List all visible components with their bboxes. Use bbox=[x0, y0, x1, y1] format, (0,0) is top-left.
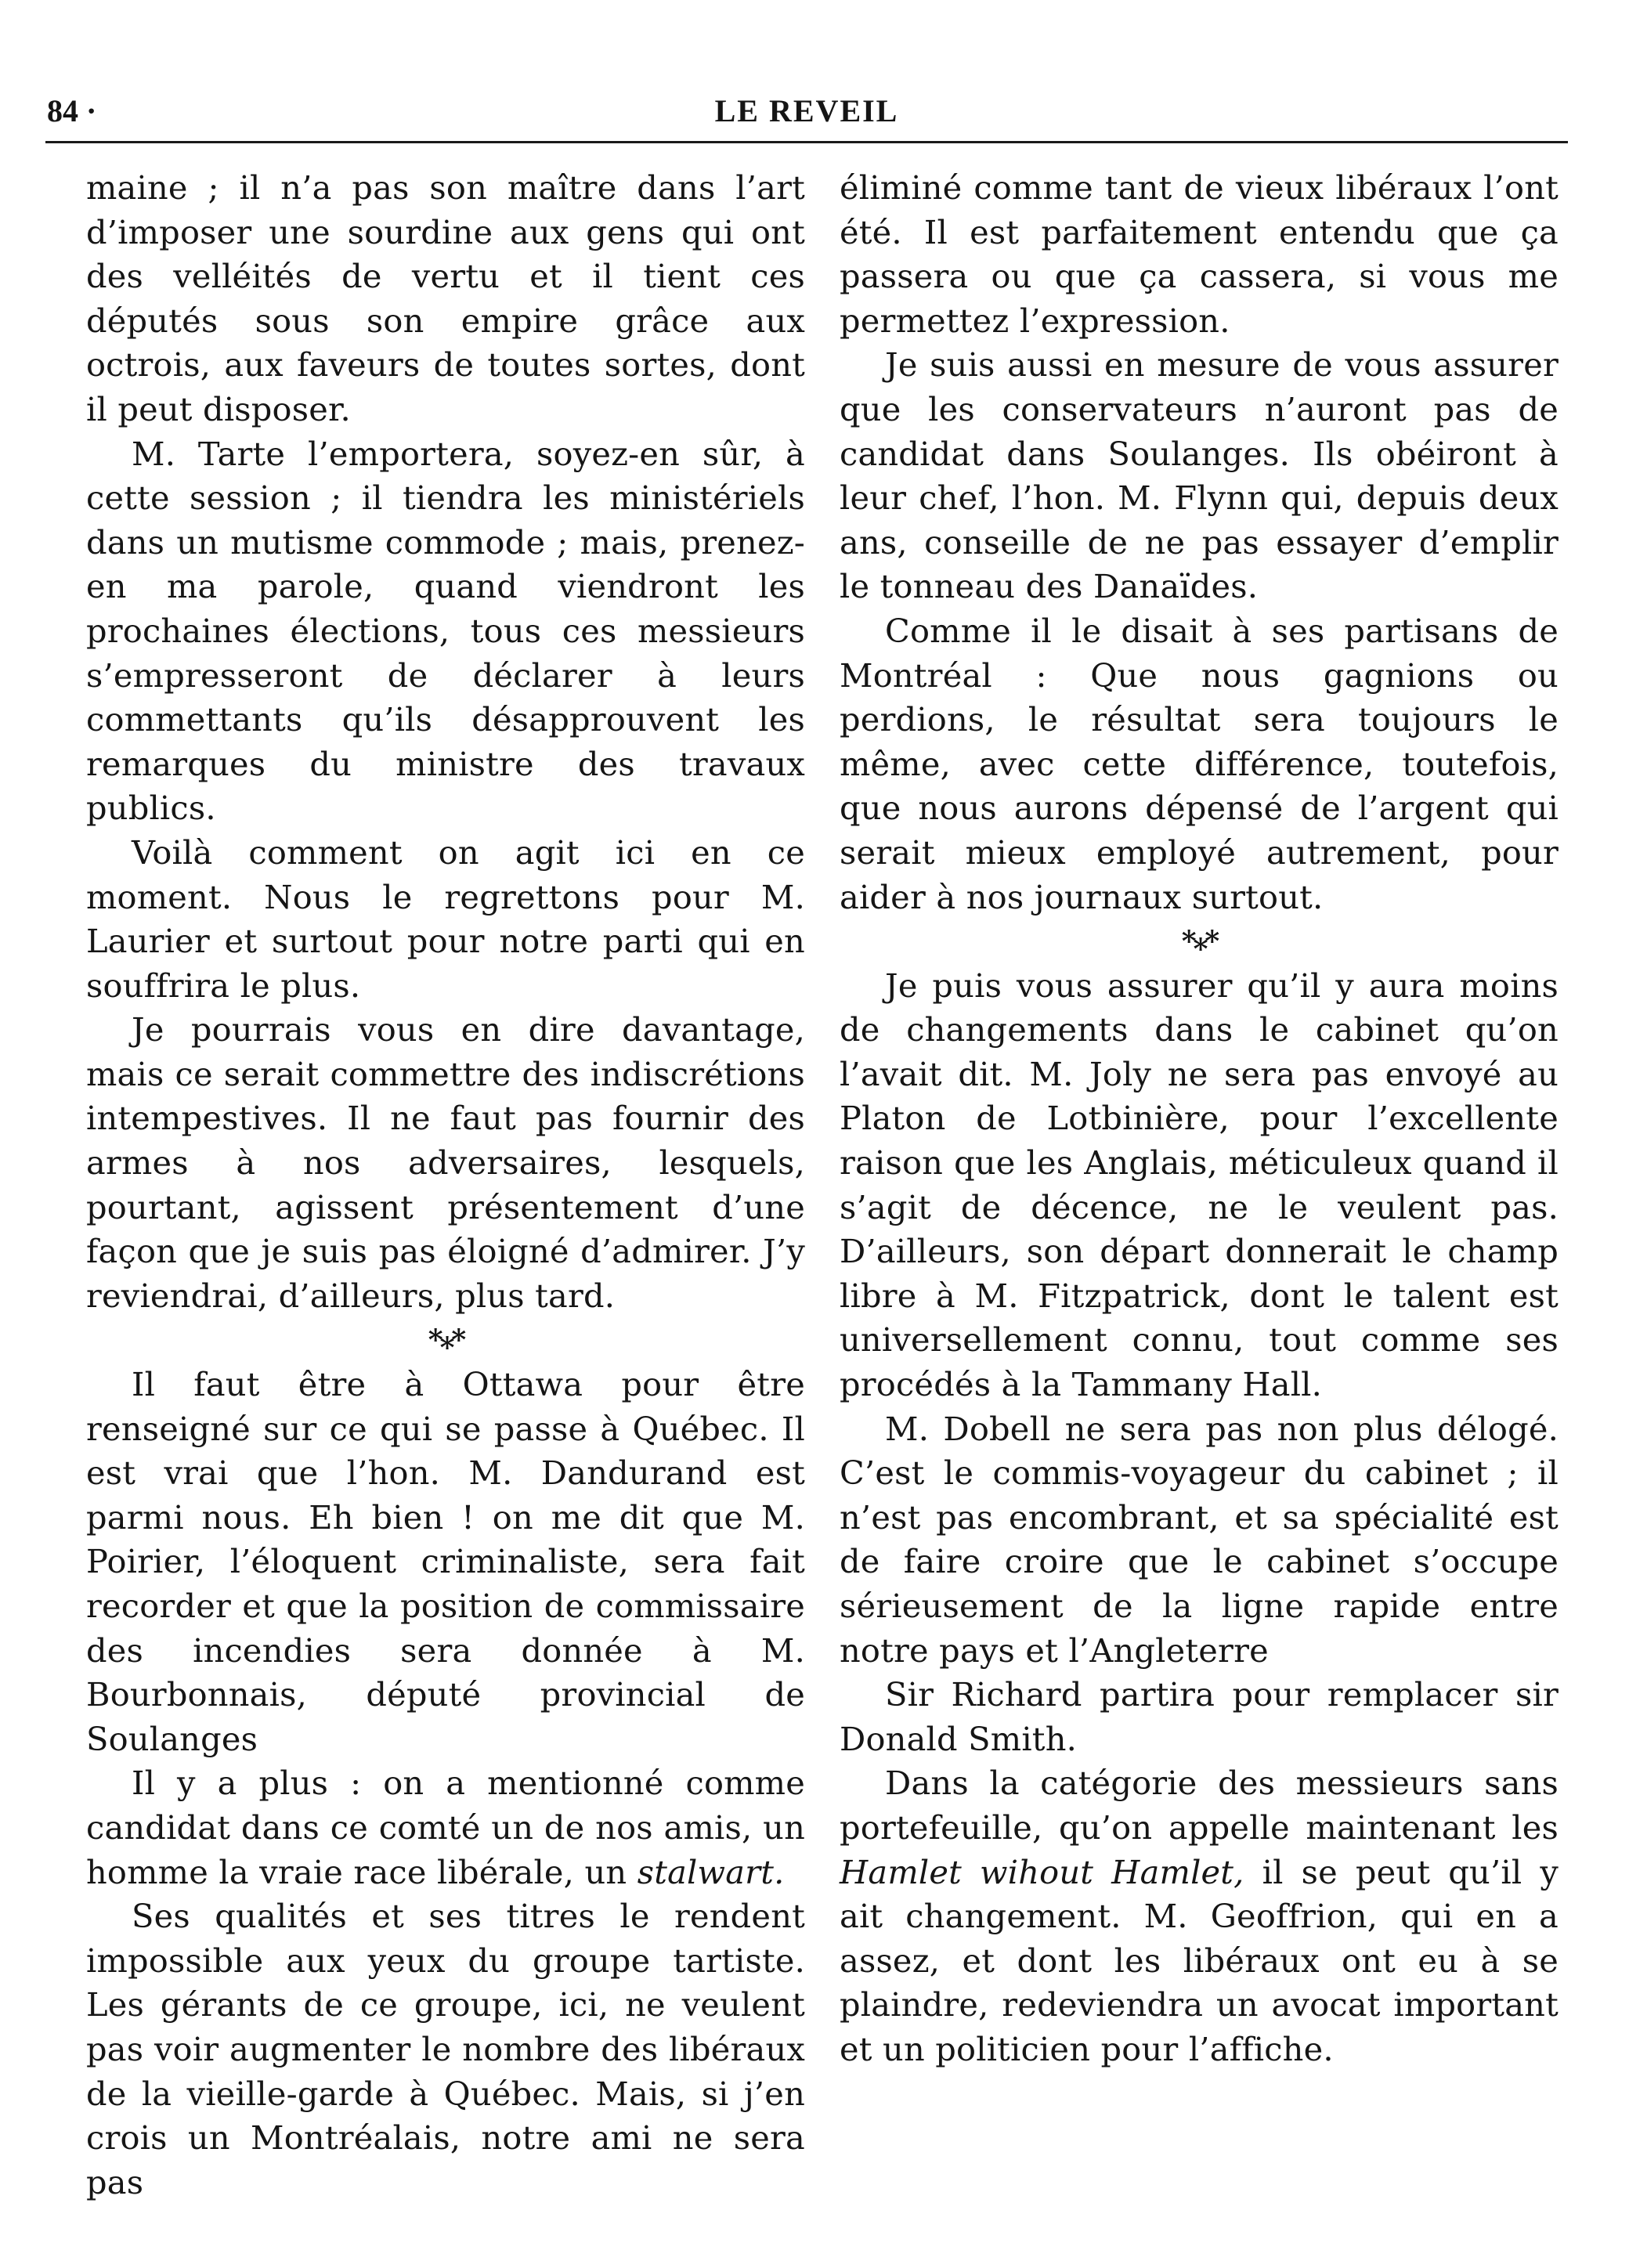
paragraph-text: il se peut qu’il y ait changement. M. Geoffrion, qui en a assez, et dont les libéraux ont eu à se plaindre, redeviendra un avocat important et un politicien pour l’affiche. bbox=[840, 1852, 1559, 2068]
header-rule bbox=[45, 141, 1568, 143]
paragraph: Je suis aussi en mesure de vous assurer que les conservateurs n’auront pas de candidat dans Soulanges. Ils obéiront à leur chef, l’hon. M. Flynn qui, depuis deux ans, conseille de ne pas essayer d’emplir le tonneau des Danaïdes. bbox=[840, 345, 1559, 606]
paragraph: maine ; il n’a pas son maître dans l’art d’imposer une sourdine aux gens qui ont des velléités de vertu et il tient ces députés sous son empire grâce aux octrois, aux faveurs de toutes sortes, dont il peut disposer. bbox=[86, 168, 805, 428]
paragraph: M. Dobell ne sera pas non plus délogé. C’est le commis-voyageur du cabinet ; il n’est pas encombrant, et sa spécialité est de faire croire que le cabinet s’occupe sérieusement de la ligne rapide entre notre pays et l’Angleterre bbox=[840, 1409, 1559, 1670]
page-header bbox=[47, 92, 1566, 135]
asterism-separator: *⁎* bbox=[1181, 925, 1217, 959]
paragraph: M. Tarte l’emportera, soyez-en sûr, à cette session ; il tiendra les ministériels dans un mutisme commode ; mais, prenez-en ma parole, quand viendront les prochaines élections, tous ces messieurs s’empresseront de déclarer à leurs commettants qu’ils désapprouvent les remarques du ministre des travaux publics. bbox=[86, 434, 805, 828]
paragraph-text: Il y a plus : on a mentionné comme candidat dans ce comté un de nos amis, un homme la vraie race libérale, un bbox=[86, 1764, 805, 1891]
paragraph bbox=[86, 1761, 805, 1894]
paragraph: Sir Richard partira pour remplacer sir Donald Smith. bbox=[840, 1675, 1559, 1758]
paragraph: Ses qualités et ses titres le rendent impossible aux yeux du groupe tartiste. Les gérants de ce groupe, ici, ne veulent pas voir augmenter le nombre des libéraux de la vieille-garde à Québec. Mais, si j’en crois un Montréalais, notre ami ne sera pas bbox=[86, 1897, 805, 2201]
paragraph: Voilà comment on agit ici en ce moment. Nous le regrettons pour M. Laurier et surtout pour notre parti qui en souffrira le plus. bbox=[86, 832, 805, 1005]
italic-term: stalwart. bbox=[637, 1852, 785, 1891]
italic-term: Hamlet wihout Hamlet, bbox=[840, 1852, 1244, 1891]
paragraph: Je puis vous assurer qu’il y aura moins de changements dans le cabinet qu’on l’avait dit. M. Joly ne sera pas envoyé au Platon de Lotbinière, pour l’excellente raison que les Anglais, méticuleux quand il s’agit de décence, ne le veulent pas. D’ailleurs, son départ donnerait le champ libre à M. Fitzpatrick, dont le talent est universellement connu, tout comme ses procédés à la Tammany Hall. bbox=[840, 966, 1559, 1404]
paragraph: Il faut être à Ottawa pour être renseigné sur ce qui se passe à Québec. Il est vrai que l’hon. M. Dandurand est parmi nous. Eh bien ! on me dit que M. Poirier, l’éloquent criminaliste, sera fait recorder et que la position de commissaire des incendies sera donnée à M. Bourbonnais, député provincial de Soulanges bbox=[86, 1365, 805, 1758]
paragraph: éliminé comme tant de vieux libéraux l’ont été. Il est parfaitement entendu que ça passera ou que ça cassera, si vous me permettez l’expression. bbox=[840, 168, 1559, 340]
page-number: 84 · bbox=[47, 93, 97, 128]
asterism-separator: *⁎* bbox=[428, 1324, 464, 1357]
paragraph-text: Dans la catégorie des messieurs sans portefeuille, qu’on appelle maintenant les bbox=[840, 1764, 1559, 1847]
running-title: LE REVEIL bbox=[714, 93, 899, 128]
paragraph: Je pourrais vous en dire davantage, mais ce serait commettre des indiscrétions intempestives. Il ne faut pas fournir des armes à nos adversaires, lesquels, pourtant, agissent présentement d’une façon que je suis pas éloigné d’admirer. J’y reviendrai, d’ailleurs, plus tard. bbox=[86, 1010, 805, 1315]
paragraph: Comme il le disait à ses partisans de Montréal : Que nous gagnions ou perdions, le résultat sera toujours le même, avec cette différence, toutefois, que nous aurons dépensé de l’argent qui serait mieux employé autrement, pour aider à nos journaux surtout. bbox=[840, 611, 1559, 916]
right-column bbox=[840, 166, 1559, 2072]
left-column bbox=[86, 166, 805, 2205]
paragraph bbox=[840, 1761, 1559, 2071]
